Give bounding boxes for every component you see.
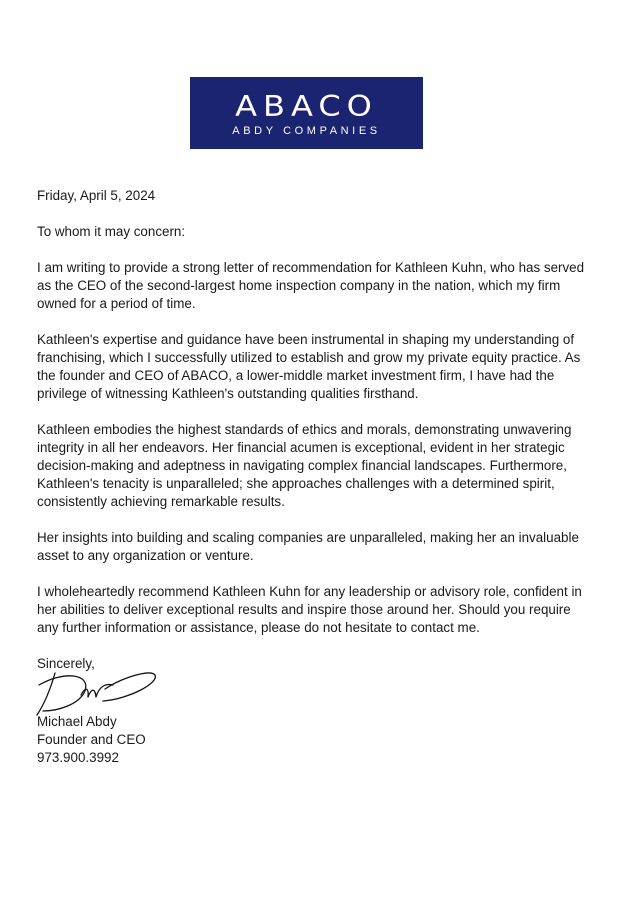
letter-body bbox=[37, 187, 585, 767]
paragraph-ethics: Kathleen embodies the highest standards of ethics and morals, demonstrating unwavering integrity in all her endeavors. Her financial acumen is exceptional, evident in her strategic decision-making and adeptness in navigating complex financial landscapes. Furthermore, Kathleen's tenacity is unparalleled; she approaches challenges with a determined spirit, consistently achieving remarkable results. bbox=[37, 422, 572, 509]
paragraph-intro: I am writing to provide a strong letter of recommendation for Kathleen Kuhn, who has served as the CEO of the second-largest home inspection company in the nation, which my firm owned for a period of time. bbox=[37, 260, 585, 311]
logo-subtitle: ABDY COMPANIES bbox=[232, 124, 381, 137]
letter-closing: Sincerely, bbox=[37, 656, 95, 671]
signature-area bbox=[37, 673, 585, 713]
paragraph-expertise: Kathleen's expertise and guidance have been instrumental in shaping my understanding of franchising, which I successfully utilized to establish and grow my private equity practice. As the founder and CEO of ABACO, a lower-middle market investment firm, I have had the privilege of witnessing Kathleen's outstanding qualities firsthand. bbox=[37, 332, 581, 401]
logo-wordmark: ABACO bbox=[235, 88, 378, 123]
letter-date: Friday, April 5, 2024 bbox=[37, 188, 156, 203]
paragraph-recommendation: I wholeheartedly recommend Kathleen Kuhn for any leadership or advisory role, confident in her abilities to deliver exceptional results and inspire those around her. Should you require any further information or assistance, please do not hesitate to contact me. bbox=[37, 584, 582, 635]
paragraph-insights: Her insights into building and scaling companies are unparalleled, making her an invaluable asset to any organization or venture. bbox=[37, 530, 579, 563]
handwritten-signature bbox=[33, 665, 163, 721]
signer-name: Michael Abdy bbox=[37, 714, 117, 729]
signer-title: Founder and CEO bbox=[37, 732, 146, 747]
signer-block bbox=[37, 713, 585, 767]
company-logo bbox=[190, 77, 423, 149]
signer-phone: 973.900.3992 bbox=[37, 750, 119, 765]
letter-salutation: To whom it may concern: bbox=[37, 224, 186, 239]
